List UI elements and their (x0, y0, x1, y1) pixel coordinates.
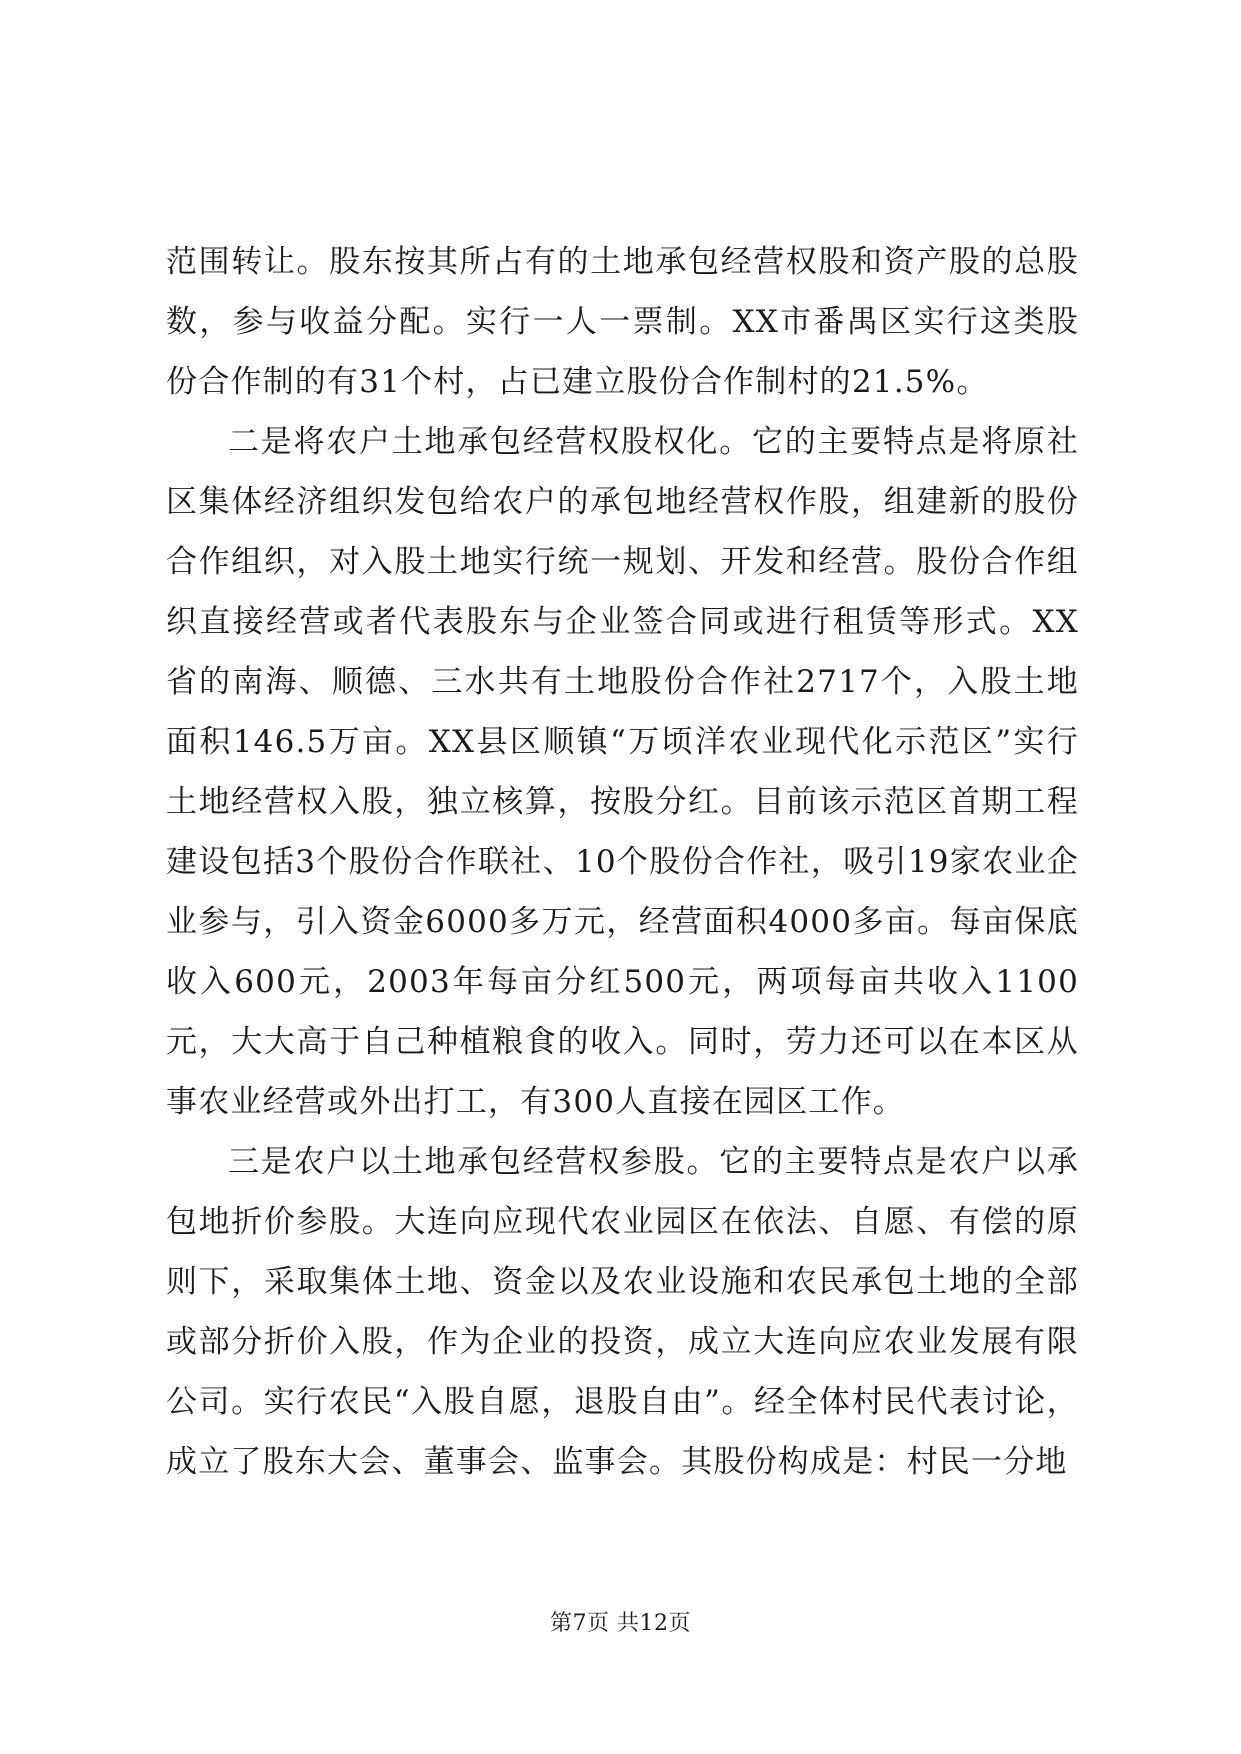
paragraph-1: 范围转让。股东按其所占有的土地承包经营权股和资产股的总股数，参与收益分配。实行一人一票制。XX市番禺区实行这类股份合作制的有31个村，占已建立股份合作制村的21.5%。 (166, 244, 1079, 400)
page-footer: 第7页 共12页 (550, 1611, 691, 1636)
paragraph-2: 二是将农户土地承包经营权股权化。它的主要特点是将原社区集体经济组织发包给农户的承包地经营权作股，组建新的股份合作组织，对入股土地实行统一规划、开发和经营。股份合作组织直接经营或者代表股东与企业签合同或进行租赁等形式。XX省的南海、顺德、三水共有土地股份合作社2717个，入股土地面积146.5万亩。XX县区顺镇“万顷洋农业现代化示范区”实行土地经营权入股，独立核算，按股分红。目前该示范区首期工程建设包括3个股份合作联社、10个股份合作社，吸引19家农业企业参与，引入资金6000多万元，经营面积4000多亩。每亩保底收入600元，2003年每亩分红500元，两项每亩共收入1100元，大大高于自己种植粮食的收入。同时，劳力还可以在本区从事农业经营或外出打工，有300人直接在园区工作。 (166, 424, 1079, 1120)
paragraph-3: 三是农户以土地承包经营权参股。它的主要特点是农户以承包地折价参股。大连向应现代农业园区在依法、自愿、有偿的原则下，采取集体土地、资金以及农业设施和农民承包土地的全部或部分折价入股，作为企业的投资，成立大连向应农业发展有限公司。实行农民“入股自愿，退股自由”。经全体村民代表讨论，成立了股东大会、董事会、监事会。其股份构成是：村民一分地 (166, 1144, 1079, 1480)
document-body (166, 232, 1079, 1492)
